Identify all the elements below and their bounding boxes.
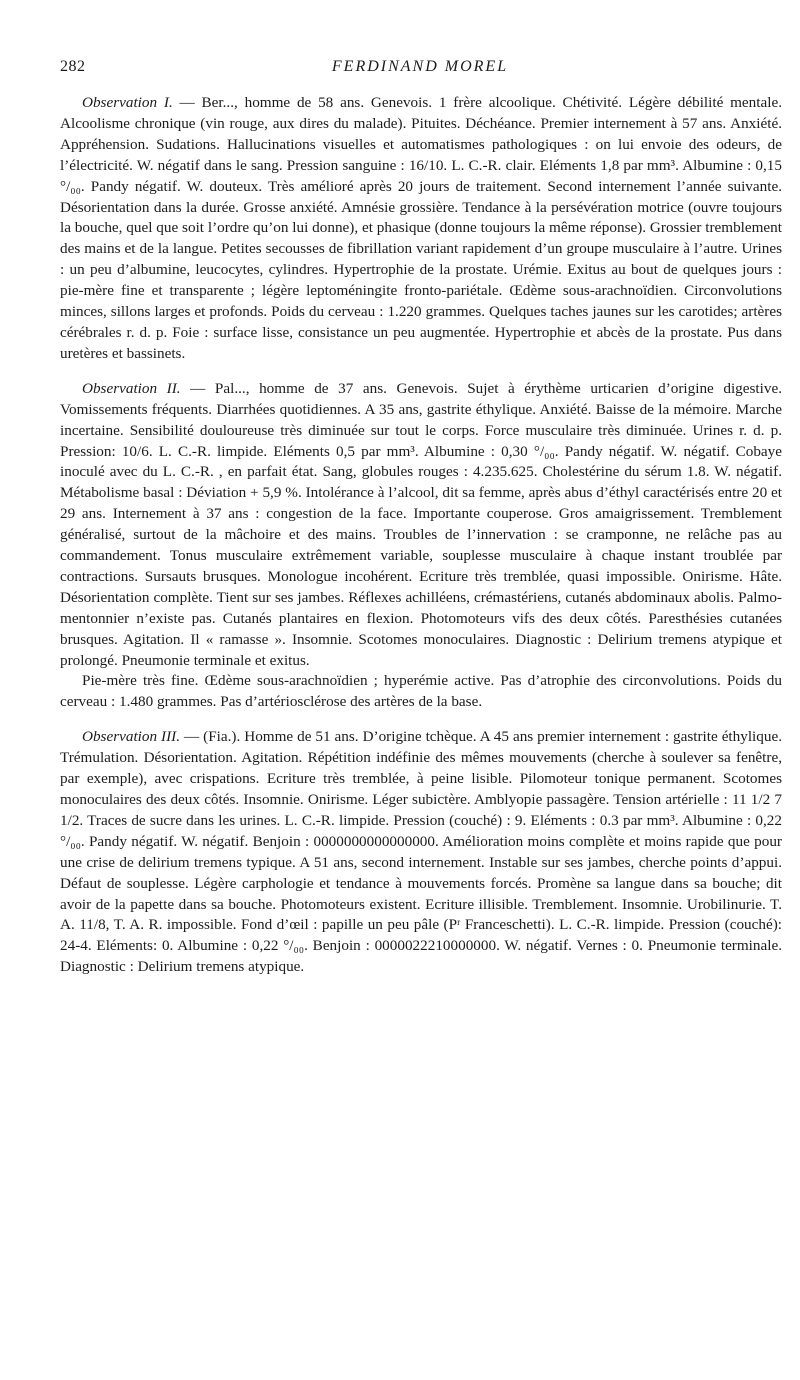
observation-1 bbox=[60, 93, 782, 365]
observation-3-text: — (Fia.). Homme de 51 ans. D’origine tchèque. A 45 ans premier internement : gastrite éthylique. Trémulation. Désorientation. Agitation. Répétition indéfinie des mêmes mouvements (cherche à soulever sa fenêtre, par exemple), avec crispations. Ecriture très tremblée, à peine lisible. Pilomoteur tonique permanent. Scotomes monoculaires des deux côtés. Insomnie. Onirisme. Léger subictère. Amblyopie passagère. Tension artérielle : 11 1/2 7 1/2. Traces de sucre dans les urines. L. C.-R. limpide. Pression (couché) : 9. Eléments : 0.3 par mm³. Albumine : 0,22 °/₀₀. Pandy négatif. W. négatif. Benjoin : 0000000000000000. Amélioration moins complète et moins rapide que pour une crise de delirium tremens typique. A 51 ans, second internement. Instable sur ses jambes, cherche points d’appui. Défaut de souplesse. Légère carphologie et tendance à mouvements forcés. Promène sa langue dans sa bouche; dit avoir de la papette dans sa bouche. Photomoteurs existent. Ecriture illisible. Tremblement. Insomnie. Urobilinurie. T. A. 11/8, T. A. R. impossible. Fond d’œil : papille un peu pâle (Pʳ Franceschetti). L. C.-R. limpide. Pression (couché): 24-4. Eléments: 0. Albumine : 0,22 °/₀₀. Benjoin : 0000022210000000. W. négatif. Vernes : 0. Pneumonie terminale. Diagnostic : Delirium tremens atypique. bbox=[60, 728, 783, 976]
observation-2-autopsy bbox=[60, 671, 782, 713]
body-text bbox=[60, 93, 782, 978]
observation-2-autopsy-text: Pie-mère très fine. Œdème sous-arachnoïdien ; hyperémie active. Pas d’atrophie des circonvolutions. Poids du cerveau : 1.480 grammes. Pas d’artériosclérose des artères de la base. bbox=[60, 672, 782, 711]
running-title: FERDINAND MOREL bbox=[331, 58, 509, 75]
observation-2 bbox=[60, 379, 782, 672]
page-number: 282 bbox=[60, 58, 86, 75]
observation-2-text: — Pal..., homme de 37 ans. Genevois. Sujet à érythème urticarien d’origine digestive. Vomissements fréquents. Diarrhées quotidiennes. A 35 ans, gastrite éthylique. Anxiété. Baisse de la mémoire. Marche incertaine. Sensibilité douloureuse très diminuée sur tout le corps. Force musculaire très diminuée. Urines r. d. p. Pression: 10/6. L. C.-R. limpide. Eléments 0,5 par mm³. Albumine : 0,30 °/₀₀. Pandy négatif. W. négatif. Cobaye inoculé avec du L. C.-R. , en parfait état. Sang, globules rouges : 4.235.625. Cholestérine du sérum 1.8. W. négatif. Métabolisme basal : Déviation + 5,9 %. Intolérance à l’alcool, dit sa femme, après abus d’éthyl caractérisés entre 20 et 29 ans. Internement à 37 ans : congestion de la face. Importante couperose. Gros amaigrissement. Tremblement généralisé, surtout de la mâchoire et des mains. Troubles de l’innervation : se cramponne, ne relâche pas au commandement. Tonus musculaire extrêmement variable, souplesse musculaire à chaque instant troublée par contractions. Sursauts brusques. Monologue incohérent. Ecriture très tremblée, quasi impossible. Onirisme. Hâte. Désorientation complète. Tient sur ses jambes. Réflexes achilléens, crémastériens, cutanés abdominaux abolis. Palmo-mentonnier n’existe pas. Cutanés plantaires en flexion. Photomoteurs vifs des deux côtés. Paresthésies cutanées brusques. Agitation. Il « ramasse ». Insomnie. Scotomes monoculaires. Diagnostic : Delirium tremens atypique et prolongé. Pneumonie terminale et exitus. bbox=[60, 379, 782, 669]
observation-1-text: — Ber..., homme de 58 ans. Genevois. 1 frère alcoolique. Chétivité. Légère débilité mentale. Alcoolisme chronique (vin rouge, aux dires du malade). Pituites. Déchéance. Premier internement à 57 ans. Anxiété. Appréhension. Sudations. Hallucinations visuelles et automatismes pathologiques : on lui envoie des odeurs, de l’électricité. W. négatif dans le sang. Pression sanguine : 16/10. L. C.-R. clair. Eléments 1,8 par mm³. Albumine : 0,15 °/₀₀. Pandy négatif. W. douteux. Très amélioré après 20 jours de traitement. Second internement l’année suivante. Désorientation dans la durée. Grosse anxiété. Amnésie grossière. Tendance à la persévération motrice (ouvre toujours la bouche, quel que soit l’ordre qu’on lui donne), et phasique (donne toujours la même réponse). Grossier tremblement des mains et de la langue. Petites secousses de fibrillation variant rapidement d’un groupe musculaire à l’autre. Urines : un peu d’albumine, leucocytes, cylindres. Hypertrophie de la prostate. Urémie. Exitus au bout de quelques jours : pie-mère fine et transparente ; légère leptoméningite fronto-pariétale. Œdème sous-arachnoïdien. Circonvolutions minces, sillons larges et profonds. Poids du cerveau : 1.220 grammes. Quelques taches jaunes sur les carotides; artères cérébrales r. d. p. Foie : surface lisse, consistance un peu augmentée. Hypertrophie et abcès de la prostate. Pus dans uretères et bassinets. bbox=[60, 94, 782, 362]
observation-3-label: Observation III. bbox=[82, 728, 181, 746]
observation-1-label: Observation I. bbox=[82, 94, 173, 111]
page-header bbox=[60, 58, 780, 86]
observation-3 bbox=[60, 727, 782, 978]
observation-2-label: Observation II. bbox=[82, 379, 181, 397]
